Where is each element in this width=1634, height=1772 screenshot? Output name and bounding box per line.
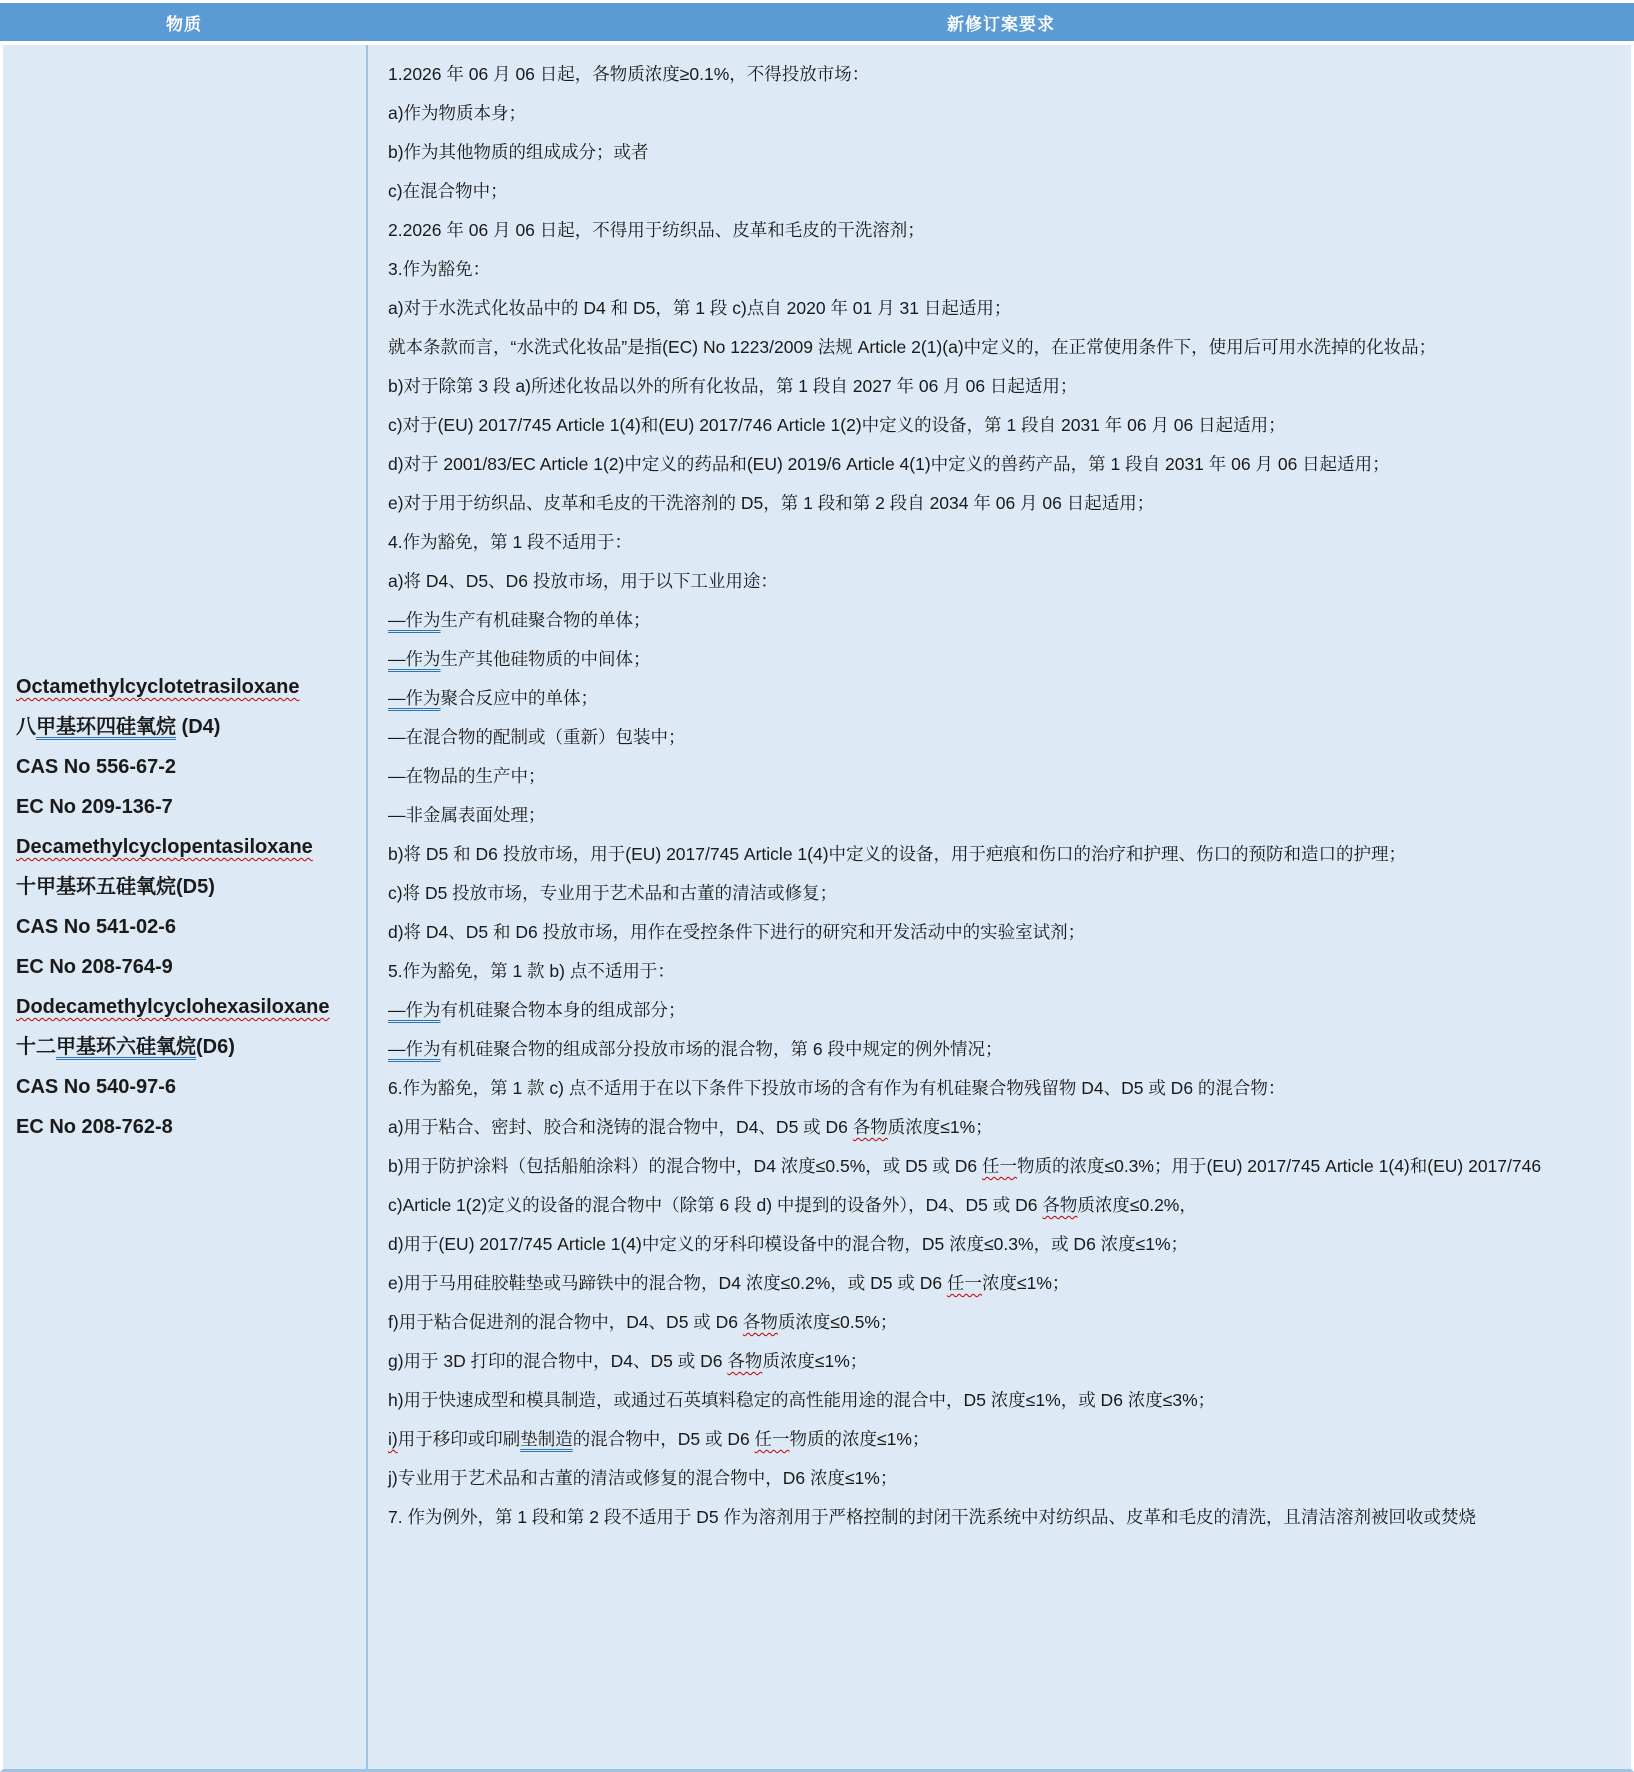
text-segment: a)作为物质本身； — [388, 103, 527, 123]
requirement-paragraph — [388, 601, 1615, 640]
text-segment: 3.作为豁免： — [388, 259, 491, 279]
text-segment: —在物品的生产中； — [388, 766, 546, 786]
substance-line — [16, 1067, 356, 1107]
grammar-blue-underline-text: —作为 — [388, 649, 441, 669]
text-segment: d)用于(EU) 2017/745 Article 1(4)中定义的牙科印模设备中的混合物，D5 浓度≤0.3%，或 D6 浓度≤1%； — [388, 1234, 1189, 1254]
requirement-paragraph — [388, 1303, 1615, 1342]
text-segment: 八 — [16, 716, 36, 738]
text-segment: EC No 208-762-8 — [16, 1116, 173, 1138]
text-segment: c)将 D5 投放市场，专业用于艺术品和古董的清洁或修复； — [388, 883, 838, 903]
substance-cell — [3, 45, 368, 1769]
text-segment: j)专业用于艺术品和古董的清洁或修复的混合物中，D6 浓度≤1%； — [388, 1468, 898, 1488]
text-segment: 生产有机硅聚合物的单体； — [440, 610, 651, 630]
table-body-row — [0, 41, 1634, 1772]
text-segment: 的混合物中，D5 或 D6 — [572, 1429, 755, 1449]
substance-line — [16, 747, 356, 787]
text-segment: d)对于 2001/83/EC Article 1(2)中定义的药品和(EU) 2019/6 Article 4(1)中定义的兽药产品，第 1 段自 2031 年 06 月 06 日起适用； — [388, 454, 1390, 474]
text-segment: a)用于粘合、密封、胶合和浇铸的混合物中，D4、D5 或 D6 — [388, 1117, 853, 1137]
requirement-paragraph — [388, 1069, 1615, 1108]
text-segment: b)将 D5 和 D6 投放市场，用于(EU) 2017/745 Article 1(4)中定义的设备，用于疤痕和伤口的治疗和护理、伤口的预防和造口的护理； — [388, 844, 1407, 864]
text-segment: 1.2026 年 06 月 06 日起，各物质浓度≥0.1%，不得投放市场： — [388, 64, 870, 84]
text-segment: b)用于防护涂料（包括船舶涂料）的混合物中，D4 浓度≤0.5%，或 D5 或 D6 — [388, 1156, 982, 1176]
grammar-blue-underline-text: 垫制造 — [520, 1429, 573, 1449]
requirement-paragraph — [388, 796, 1615, 835]
requirement-paragraph — [388, 523, 1615, 562]
text-segment: 5.作为豁免，第 1 款 b) 点不适用于： — [388, 961, 675, 981]
text-segment: c)在混合物中； — [388, 181, 508, 201]
requirement-paragraph — [388, 1420, 1615, 1459]
spellcheck-red-wavy-text: 各物 — [727, 1351, 763, 1371]
substance-line — [16, 787, 356, 827]
text-segment: EC No 209-136-7 — [16, 796, 173, 818]
text-segment: b)作为其他物质的组成成分；或者 — [388, 142, 649, 162]
text-segment: f)用于粘合促进剂的混合物中，D4、D5 或 D6 — [388, 1312, 743, 1332]
requirement-paragraph — [388, 1108, 1615, 1147]
requirement-paragraph — [388, 1186, 1615, 1225]
requirement-paragraph — [388, 211, 1615, 250]
requirement-paragraph — [388, 328, 1615, 367]
text-segment: g)用于 3D 打印的混合物中，D4、D5 或 D6 — [388, 1351, 728, 1371]
spellcheck-red-wavy-text: 各物 — [742, 1312, 778, 1332]
requirement-paragraph — [388, 679, 1615, 718]
spellcheck-red-wavy-text: 任一 — [946, 1273, 982, 1293]
requirement-paragraph — [388, 1225, 1615, 1264]
text-segment: 质浓度≤0.2%， — [1077, 1195, 1197, 1215]
requirement-paragraph — [388, 484, 1615, 523]
requirement-paragraph — [388, 1498, 1615, 1537]
text-segment: c)对于(EU) 2017/745 Article 1(4)和(EU) 2017/746 Article 1(2)中定义的设备，第 1 段自 2031 年 06 月 06 日起适用； — [388, 415, 1286, 435]
spellcheck-red-wavy-text: i) — [388, 1429, 398, 1449]
requirement-paragraph — [388, 133, 1615, 172]
text-segment: h)用于快速成型和模具制造，或通过石英填料稳定的高性能用途的混合中，D5 浓度≤1%，或 D6 浓度≤3%； — [388, 1390, 1216, 1410]
text-segment: (D4) — [176, 716, 221, 738]
spellcheck-red-wavy-text: 各物 — [1042, 1195, 1078, 1215]
substance-line — [16, 907, 356, 947]
requirement-paragraph — [388, 1030, 1615, 1069]
grammar-blue-underline-text: —作为 — [388, 1000, 441, 1020]
substance-line — [16, 667, 356, 707]
text-segment: 物质的浓度≤0.3%；用于(EU) 2017/745 Article 1(4)和(EU) 2017/746 — [1016, 1156, 1542, 1176]
text-segment: 聚合反应中的单体； — [440, 688, 598, 708]
text-segment: EC No 208-764-9 — [16, 956, 173, 978]
text-segment: e)用于马用硅胶鞋垫或马蹄铁中的混合物，D4 浓度≤0.2%，或 D5 或 D6 — [388, 1273, 947, 1293]
spellcheck-red-wavy-text: Dodecamethylcyclohexasiloxane — [16, 996, 330, 1018]
requirement-paragraph — [388, 913, 1615, 952]
requirement-paragraph — [388, 445, 1615, 484]
grammar-blue-underline-text: —作为 — [388, 1039, 441, 1059]
text-segment: 用于移印或印刷 — [397, 1429, 521, 1449]
text-segment: 6.作为豁免，第 1 款 c) 点不适用于在以下条件下投放市场的含有作为有机硅聚合物残留物 D4、D5 或 D6 的混合物： — [388, 1078, 1286, 1098]
requirement-paragraph — [388, 991, 1615, 1030]
text-segment: c)Article 1(2)定义的设备的混合物中（除第 6 段 d) 中提到的设备外），D4、D5 或 D6 — [388, 1195, 1043, 1215]
requirement-paragraph — [388, 757, 1615, 796]
text-segment: 十甲基环五硅氧烷(D5) — [16, 876, 215, 898]
text-segment: 就本条款而言，“水洗式化妆品”是指(EC) No 1223/2009 法规 Article 2(1)(a)中定义的，在正常使用条件下，使用后可用水洗掉的化妆品； — [388, 337, 1437, 357]
grammar-blue-underline-text: —作为 — [388, 688, 441, 708]
text-segment: 物质的浓度≤1%； — [789, 1429, 930, 1449]
requirement-paragraph — [388, 874, 1615, 913]
grammar-blue-underline-text: —作为 — [388, 610, 441, 630]
text-segment: 质浓度≤0.5%； — [777, 1312, 898, 1332]
text-segment: 十二 — [16, 1036, 56, 1058]
spellcheck-red-wavy-text: 各物 — [852, 1117, 888, 1137]
text-segment: —非金属表面处理； — [388, 805, 546, 825]
text-segment: 4.作为豁免，第 1 段不适用于： — [388, 532, 633, 552]
requirement-paragraph — [388, 835, 1615, 874]
requirement-paragraph — [388, 289, 1615, 328]
text-segment: —在混合物的配制或（重新）包装中； — [388, 727, 686, 747]
requirement-paragraph — [388, 1147, 1615, 1186]
text-segment: d)将 D4、D5 和 D6 投放市场，用作在受控条件下进行的研究和开发活动中的实验室试剂； — [388, 922, 1086, 942]
text-segment: CAS No 556-67-2 — [16, 756, 177, 778]
spellcheck-red-wavy-text: 任一 — [754, 1429, 790, 1449]
requirement-paragraph — [388, 172, 1615, 211]
text-segment: (D6) — [196, 1036, 235, 1058]
substance-line — [16, 1107, 356, 1147]
text-segment: b)对于除第 3 段 a)所述化妆品以外的所有化妆品，第 1 段自 2027 年 06 月 06 日起适用； — [388, 376, 1078, 396]
text-segment: 质浓度≤1%； — [887, 1117, 993, 1137]
substance-line — [16, 707, 356, 747]
grammar-blue-underline-text: 甲基环四硅氧烷 — [36, 716, 176, 738]
text-segment: 浓度≤1%； — [981, 1273, 1070, 1293]
spellcheck-red-wavy-text: Octamethylcyclotetrasiloxane — [16, 676, 300, 698]
text-segment: 有机硅聚合物的组成部分投放市场的混合物，第 6 段中规定的例外情况； — [440, 1039, 1003, 1059]
text-segment: 质浓度≤1%； — [762, 1351, 868, 1371]
requirement-paragraph — [388, 718, 1615, 757]
requirement-paragraph — [388, 406, 1615, 445]
requirement-paragraph — [388, 55, 1615, 94]
substance-line — [16, 827, 356, 867]
text-segment: 生产其他硅物质的中间体； — [440, 649, 651, 669]
requirement-paragraph — [388, 1264, 1615, 1303]
column-header-requirements: 新修订案要求 — [947, 14, 1055, 34]
text-segment: 7. 作为例外，第 1 段和第 2 段不适用于 D5 作为溶剂用于严格控制的封闭干洗系统中对纺织品、皮革和毛皮的清洗，且清洁溶剂被回收或焚烧 — [388, 1507, 1476, 1527]
text-segment: CAS No 540-97-6 — [16, 1076, 177, 1098]
column-header-substance: 物质 — [166, 14, 202, 34]
spellcheck-red-wavy-text: Decamethylcyclopentasiloxane — [16, 836, 313, 858]
requirement-paragraph — [388, 1381, 1615, 1420]
requirement-paragraph — [388, 640, 1615, 679]
table-header-row — [0, 3, 1634, 41]
requirement-paragraph — [388, 1459, 1615, 1498]
text-segment: a)对于水洗式化妆品中的 D4 和 D5，第 1 段 c)点自 2020 年 01 月 31 日起适用； — [388, 298, 1012, 318]
spellcheck-red-wavy-text: 任一 — [981, 1156, 1017, 1176]
text-segment: a)将 D4、D5、D6 投放市场，用于以下工业用途： — [388, 571, 778, 591]
grammar-blue-underline-text: 甲基环六硅氧烷 — [56, 1036, 196, 1058]
text-segment: 2.2026 年 06 月 06 日起，不得用于纺织品、皮革和毛皮的干洗溶剂； — [388, 220, 925, 240]
requirement-paragraph — [388, 250, 1615, 289]
substance-line — [16, 867, 356, 907]
substance-line — [16, 987, 356, 1027]
requirement-paragraph — [388, 367, 1615, 406]
text-segment: 有机硅聚合物本身的组成部分； — [440, 1000, 686, 1020]
requirement-paragraph — [388, 94, 1615, 133]
requirement-paragraph — [388, 952, 1615, 991]
requirement-paragraph — [388, 1342, 1615, 1381]
requirements-cell — [368, 45, 1631, 1769]
substance-line — [16, 947, 356, 987]
text-segment: e)对于用于纺织品、皮革和毛皮的干洗溶剂的 D5，第 1 段和第 2 段自 2034 年 06 月 06 日起适用； — [388, 493, 1155, 513]
substance-line — [16, 1027, 356, 1067]
requirement-paragraph — [388, 562, 1615, 601]
text-segment: CAS No 541-02-6 — [16, 916, 177, 938]
